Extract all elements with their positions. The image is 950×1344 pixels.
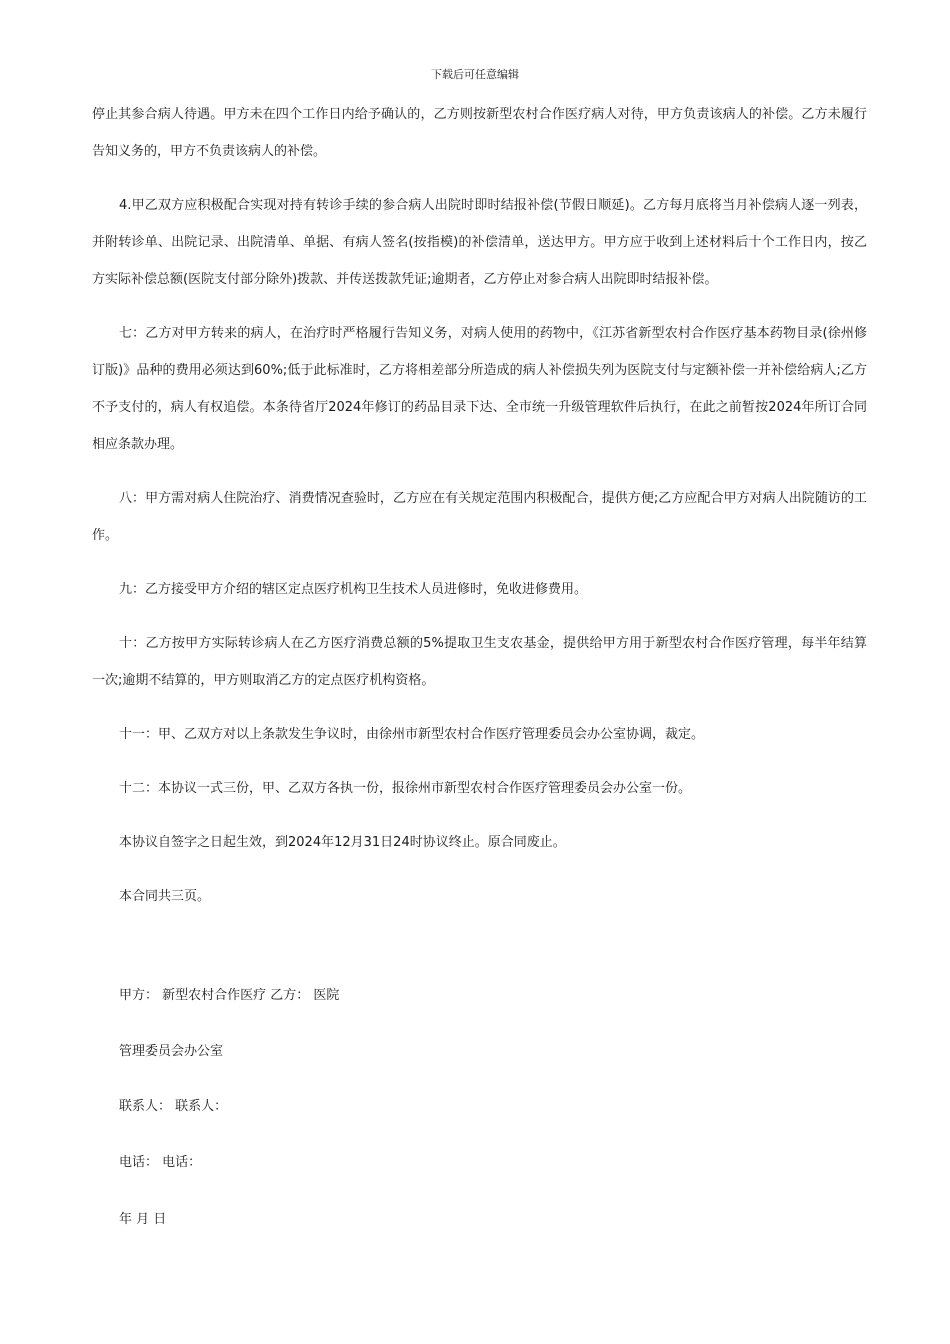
paragraph-clause-7: 七：乙方对甲方转来的病人，在治疗时严格履行告知义务，对病人使用的药物中，《江苏省新型农村合作医疗基本药物目录(徐州修订版)》品种的费用必须达到60%;低于此标准时，乙方将相差部分所造成的病人补偿损失列为医院支付与定额补偿一并补偿给病人;乙方不予支付的，病人有权追偿。本条待省厅2024年修订的药品目录下达、全市统一升级管理软件后执行，在此之前暂按2024年所订合同相应条款办理。 <box>92 326 867 452</box>
signature-parties: 甲方： 新型农村合作医疗 乙方： 医院 <box>119 988 340 1003</box>
paragraph-effective-date: 本协议自签字之日起生效，到2024年12月31日24时协议终止。原合同废止。 <box>119 835 566 850</box>
document-body <box>92 96 867 932</box>
paragraph-page-count: 本合同共三页。 <box>119 889 211 904</box>
signature-contacts: 联系人： 联系人： <box>119 1099 228 1114</box>
paragraph-clause-8: 八：甲方需对病人住院治疗、消费情况查验时，乙方应在有关规定范围内积极配合，提供方便;乙方应配合甲方对病人出院随访的工作。 <box>92 491 867 543</box>
signature-office: 管理委员会办公室 <box>119 1044 224 1059</box>
header-note: 下载后可任意编辑 <box>431 68 519 81</box>
paragraph-continuation: 停止其参合病人待遇。甲方未在四个工作日内给予确认的，乙方则按新型农村合作医疗病人对待，甲方负责该病人的补偿。乙方未履行告知义务的，甲方不负责该病人的补偿。 <box>92 107 867 159</box>
paragraph-clause-11: 十一：甲、乙双方对以上条款发生争议时，由徐州市新型农村合作医疗管理委员会办公室协调，裁定。 <box>119 727 705 742</box>
signature-date: 年 月 日 <box>119 1212 167 1227</box>
paragraph-clause-9: 九：乙方接受甲方介绍的辖区定点医疗机构卫生技术人员进修时，免收进修费用。 <box>119 582 588 597</box>
paragraph-clause-10: 十：乙方按甲方实际转诊病人在乙方医疗消费总额的5%提取卫生支农基金，提供给甲方用于新型农村合作医疗管理，每半年结算一次;逾期不结算的，甲方则取消乙方的定点医疗机构资格。 <box>92 636 867 688</box>
paragraph-clause-12: 十二：本协议一式三份，甲、乙双方各执一份，报徐州市新型农村合作医疗管理委员会办公室一份。 <box>119 781 692 796</box>
signature-phones: 电话： 电话： <box>119 1155 202 1170</box>
paragraph-clause-4: 4.甲乙双方应积极配合实现对持有转诊手续的参合病人出院时即时结报补偿(节假日顺延)。乙方每月底将当月补偿病人逐一列表，并附转诊单、出院记录、出院清单、单据、有病人签名(按指模)的补偿清单，送达甲方。甲方应于收到上述材料后十个工作日内，按乙方实际补偿总额(医院支付部分除外)拨款、并传送拨款凭证;逾期者，乙方停止对参合病人出院即时结报补偿。 <box>92 198 867 287</box>
